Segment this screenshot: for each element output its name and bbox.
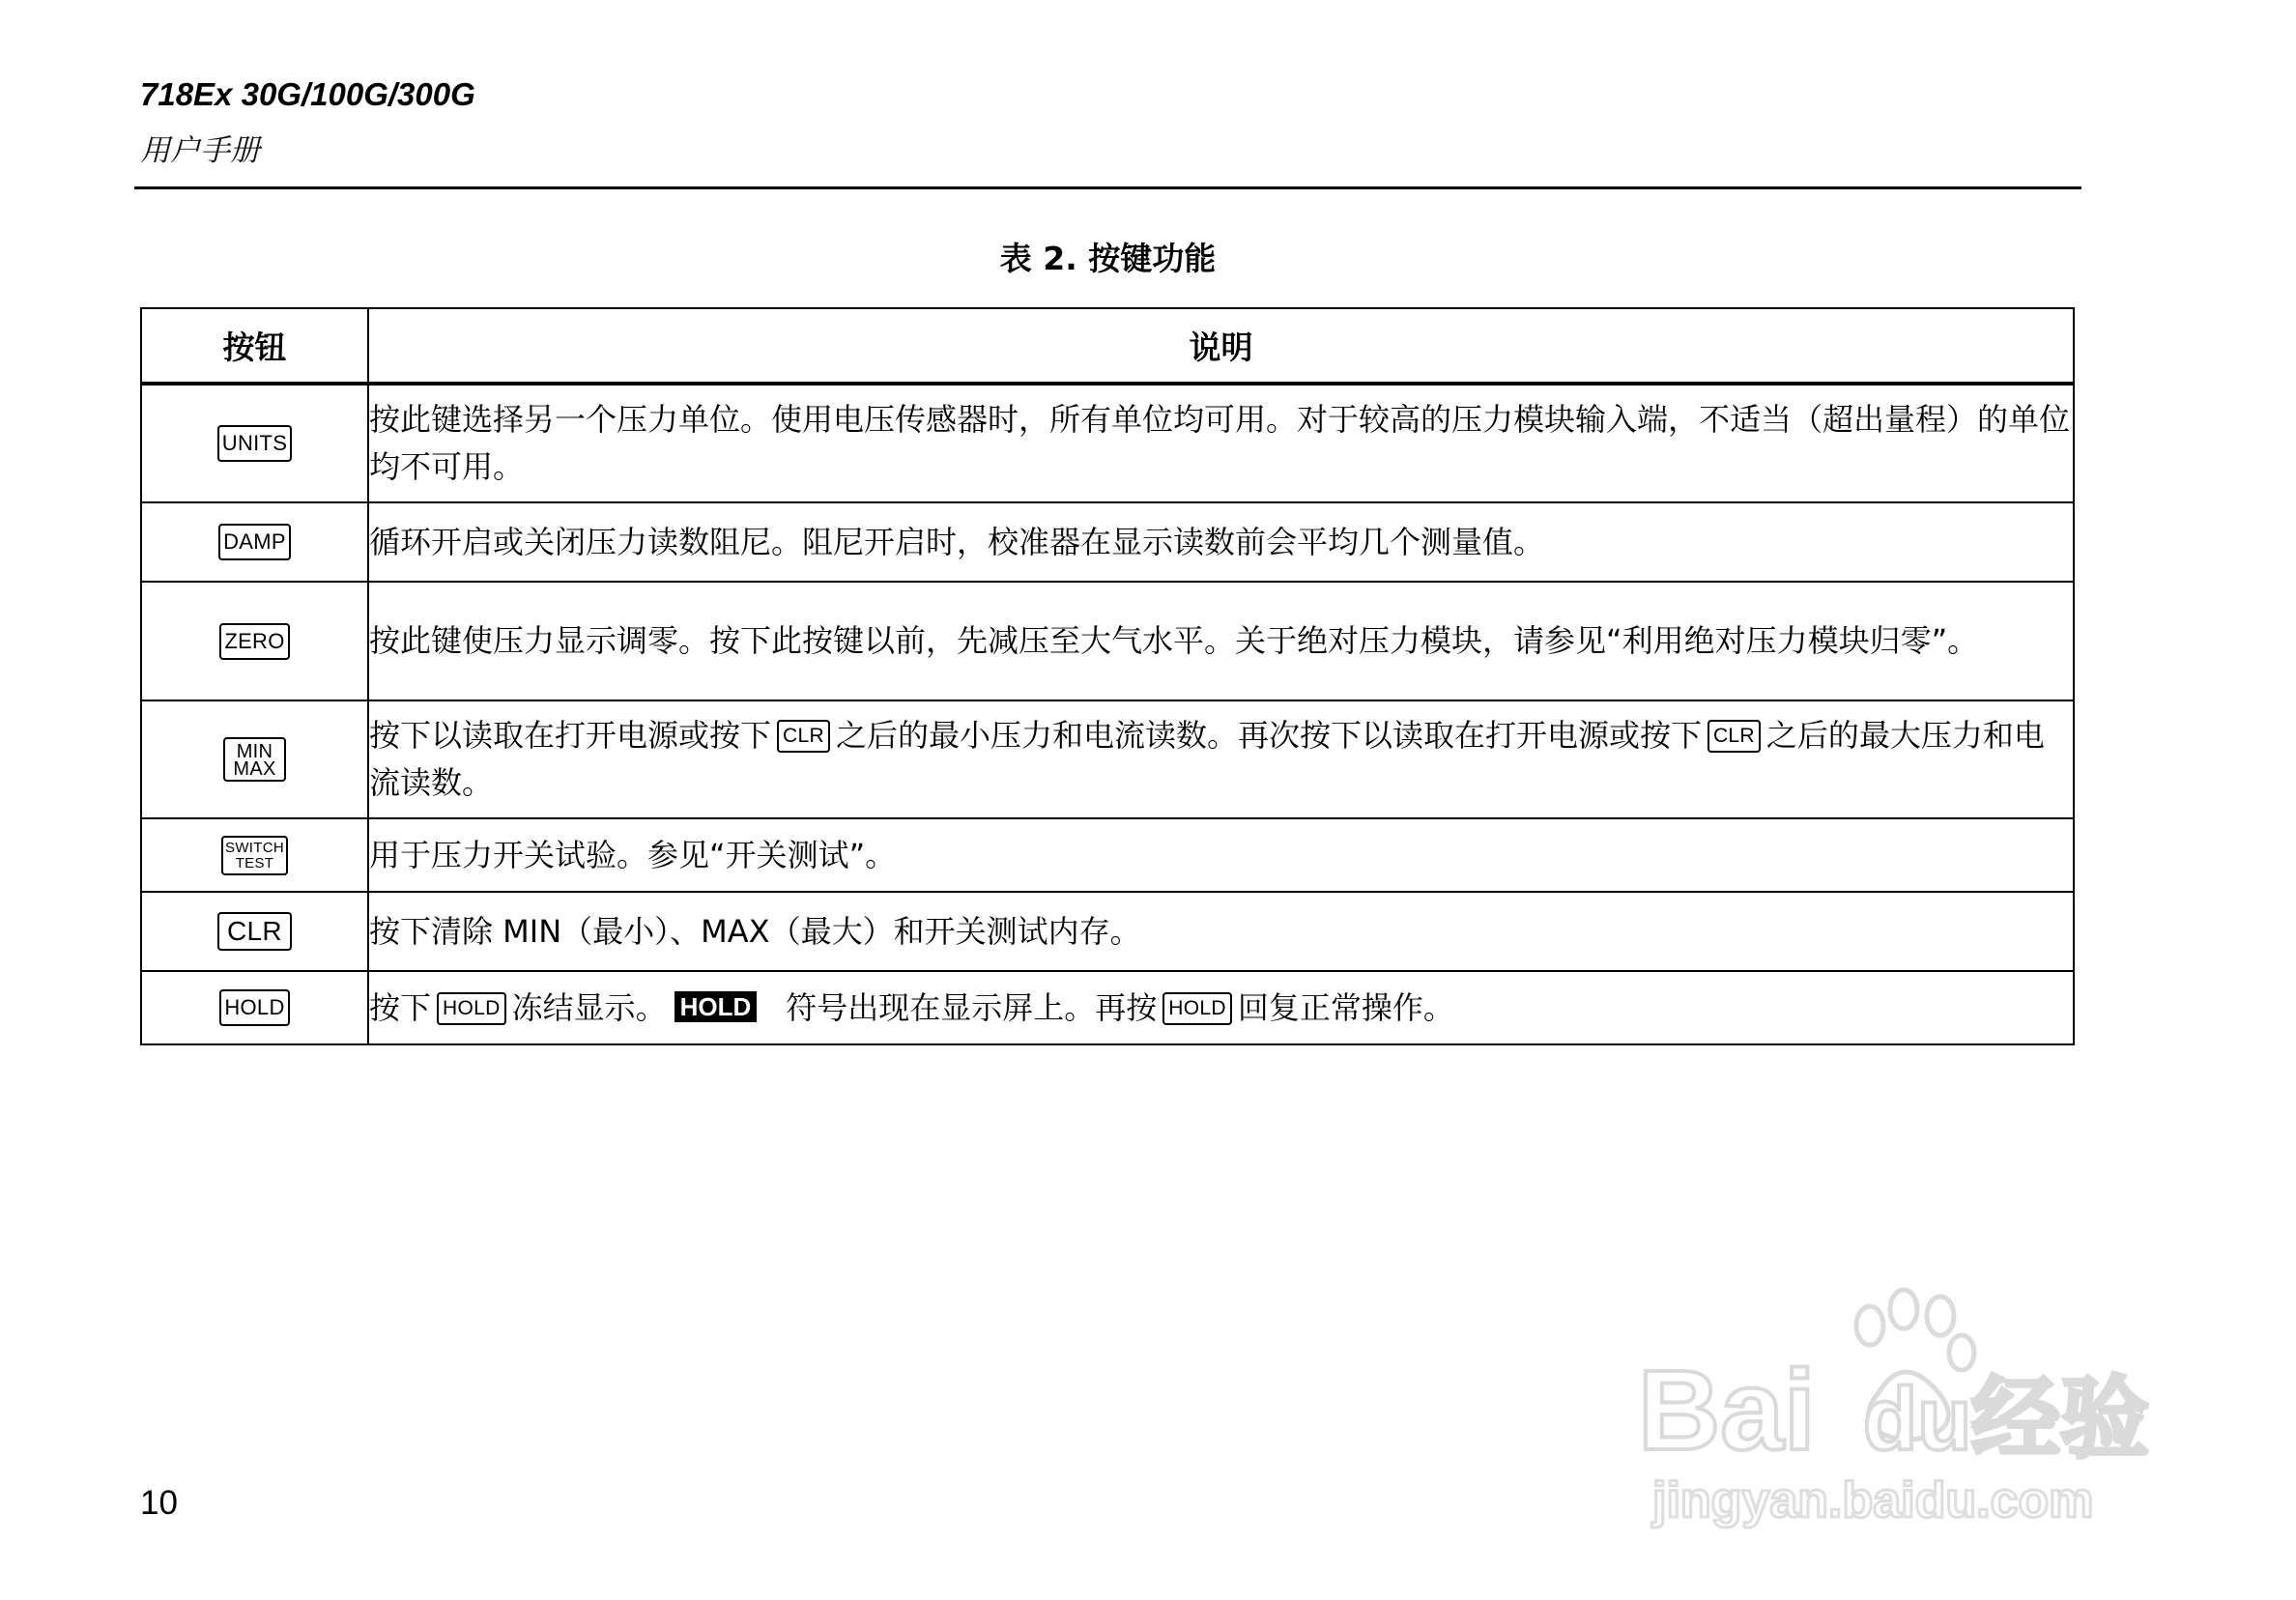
hold-text-4: 回复正常操作。	[1237, 988, 1454, 1026]
svg-text:Bai: Bai	[1638, 1347, 1816, 1474]
units-description: 按此键选择另一个压力单位。使用电压传感器时，所有单位均可用。对于较高的压力模块输入端，不适当（超出量程）的单位均不可用。	[368, 384, 2074, 502]
table-row	[141, 582, 2074, 700]
damp-description: 循环开启或关闭压力读数阻尼。阻尼开启时，校准器在显示读数前会平均几个测量值。	[368, 502, 2074, 582]
document-header	[140, 75, 475, 170]
column-header-key: 按钮	[141, 308, 368, 384]
page-number: 10	[140, 1484, 178, 1522]
units-key-icon: UNITS	[217, 425, 293, 462]
switch-test-key-bottom: TEST	[235, 854, 274, 871]
table-row	[141, 384, 2074, 502]
min-max-text-1: 按下以读取在打开电源或按下	[369, 717, 772, 754]
min-max-key-top: MIN	[236, 741, 273, 762]
clr-description: 按下清除 MIN（最小）、MAX（最大）和开关测试内存。	[368, 892, 2074, 971]
switch-test-key-top: SWITCH	[225, 839, 284, 856]
key-function-table	[140, 307, 2075, 1045]
baidu-jingyan-watermark-logo	[1633, 1256, 2174, 1546]
table-row	[141, 818, 2074, 892]
clr-key-icon: CLR	[217, 912, 292, 951]
column-header-description: 说明	[368, 308, 2074, 384]
switch-test-description: 用于压力开关试验。参见“开关测试”。	[368, 818, 2074, 892]
switch-test-key-icon	[221, 836, 288, 875]
model-title: 718Ex 30G/100G/300G	[140, 76, 475, 112]
min-max-text-2: 之后的最小压力和电流读数。再次按下以读取在打开电源或按下	[835, 717, 1702, 754]
hold-inline-key-icon: HOLD	[437, 992, 506, 1025]
table-header-row	[141, 308, 2074, 384]
hold-description	[368, 971, 2074, 1044]
hold-display-symbol-icon: HOLD	[674, 991, 758, 1022]
table-row	[141, 971, 2074, 1044]
hold-key-icon: HOLD	[219, 989, 289, 1026]
hold-inline-key-icon: HOLD	[1162, 992, 1232, 1025]
clr-inline-key-icon: CLR	[1708, 720, 1761, 753]
svg-text:jingyan.baidu.com: jingyan.baidu.com	[1652, 1472, 2094, 1529]
table-row	[141, 502, 2074, 582]
header-divider	[134, 186, 2081, 189]
min-max-text-3: 之后的最大压力和电流读数。	[369, 717, 2045, 801]
min-max-key-bottom: MAX	[233, 758, 276, 780]
hold-text-3: 符号出现在显示屏上。再按	[786, 988, 1158, 1026]
zero-key-icon: ZERO	[219, 623, 289, 660]
table-caption: 表 2. 按键功能	[999, 240, 1217, 277]
min-max-key-icon	[223, 737, 285, 782]
zero-description: 按此键使压力显示调零。按下此按键以前，先减压至大气水平。关于绝对压力模块，请参见“利用绝对压力模块归零”。	[368, 582, 2074, 700]
svg-text:经验: 经验	[1971, 1367, 2150, 1471]
manual-subtitle: 用户手册	[140, 133, 260, 168]
table-row	[141, 700, 2074, 818]
min-max-description	[368, 700, 2074, 818]
hold-text-1: 按下	[369, 988, 432, 1026]
clr-inline-key-icon: CLR	[777, 720, 830, 753]
table-row	[141, 892, 2074, 971]
svg-text:du: du	[1863, 1370, 1972, 1469]
damp-key-icon: DAMP	[218, 524, 291, 560]
hold-text-2: 冻结显示。	[511, 988, 667, 1026]
